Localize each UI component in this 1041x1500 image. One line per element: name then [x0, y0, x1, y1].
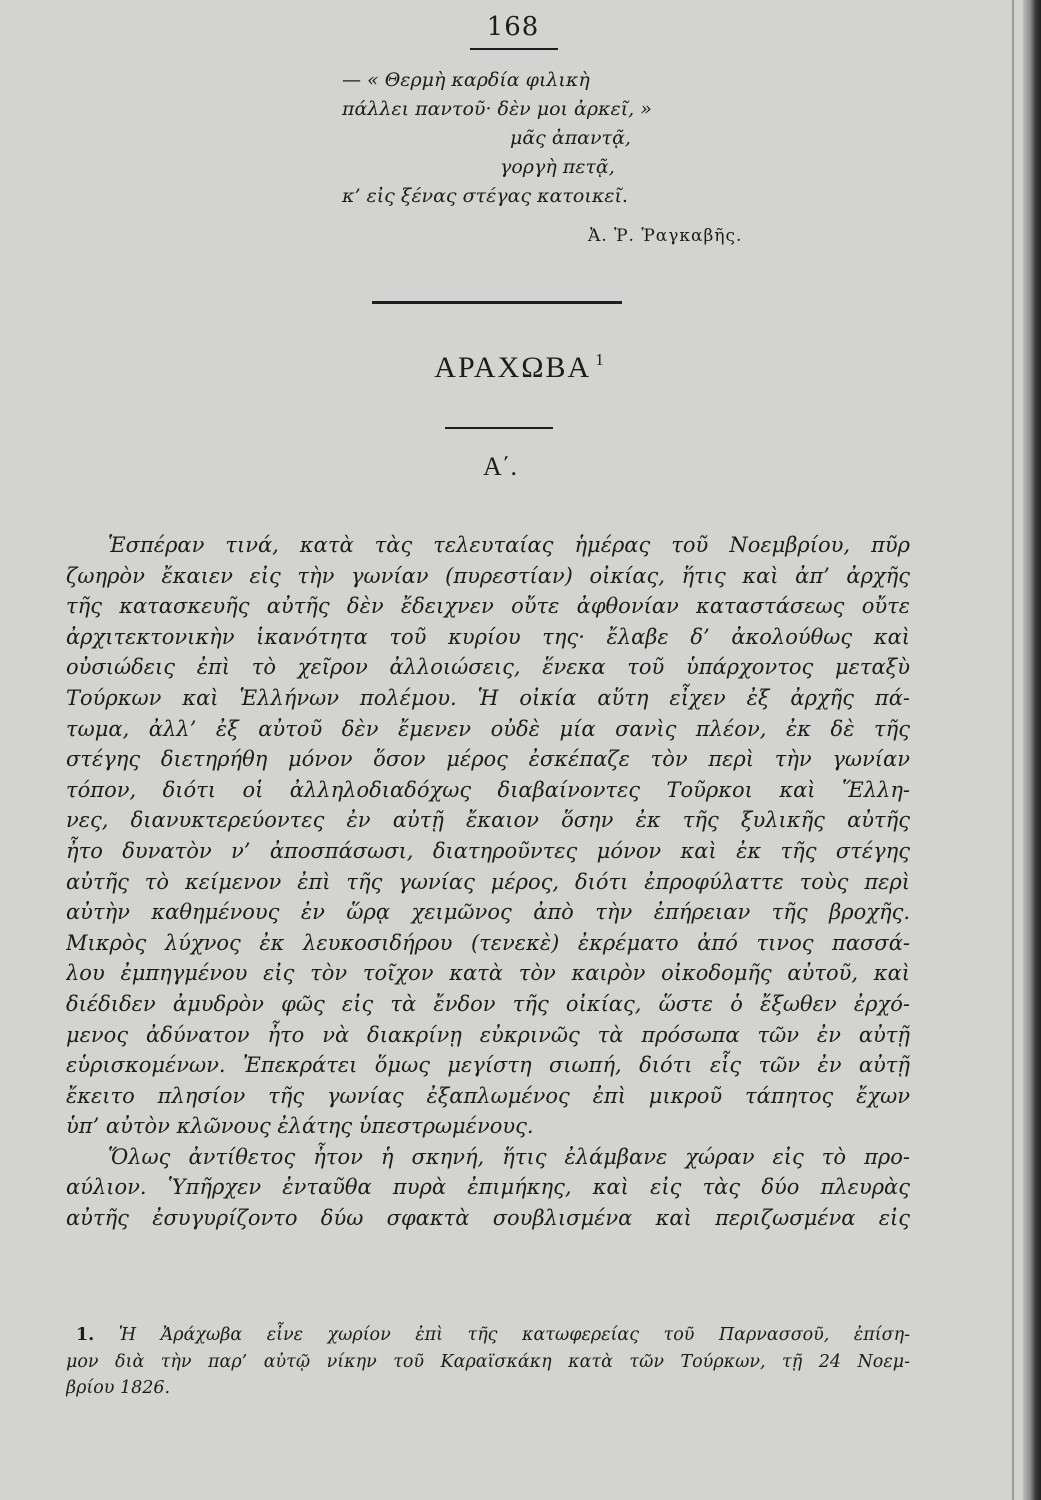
text-line: τόπον, διότι οἱ ἀλληλοδιαδόχως διαβαίνοντες Τοῦρκοι καὶ Ἕλλη-	[66, 777, 910, 802]
footnote-text: Ἡ Ἀράχωβα εἶνε χωρίον ἐπὶ τῆς κατωφερείας τοῦ Παρνασσοῦ, ἐπίση-	[118, 1325, 910, 1345]
section-divider-rule	[372, 301, 622, 304]
text-line: Ἑσπέραν τινά, κατὰ τὰς τελευταίας ἡμέρας τοῦ Νοεμβρίου, πῦρ	[108, 533, 910, 557]
text-line: ἔκειτο πλησίον τῆς γωνίας ἐξαπλωμένος ἐπὶ μικροῦ τάπητος ἔχων	[66, 1083, 910, 1108]
text-line: οὐσιώδεις ἐπὶ τὸ χεῖρον ἀλλοιώσεις, ἕνεκα τοῦ ὑπάρχοντος μεταξὺ	[66, 655, 910, 680]
text-line: λου ἐμπηγμένου εἰς τὸν τοῖχον κατὰ τὸν καιρὸν οἰκοδομῆς αὐτοῦ, καὶ	[66, 961, 910, 986]
text-line: ἀρχιτεκτονικὴν ἱκανότητα τοῦ κυρίου της· ἔλαβε δ’ ἀκολούθως καὶ	[66, 624, 910, 649]
chapter-title-text: ΑΡΑΧΩΒΑ	[434, 351, 592, 384]
chapter-title	[380, 350, 660, 385]
page-edge-line	[1012, 0, 1014, 1500]
poem-line: μᾶς ἀπαντᾷ,	[510, 127, 631, 149]
text-line: νες, διανυκτερεύοντες ἐν αὐτῇ ἔκαιον ὅσην ἐκ τῆς ξυλικῆς αὐτῆς	[66, 808, 910, 833]
text-line: αύλιον. Ὑπῆρχεν ἐνταῦθα πυρὰ ἐπιμήκης, καὶ εἰς τὰς δύο πλευρὰς	[66, 1175, 910, 1200]
text-line: εὑρισκομένων. Ἐπεκράτει ὅμως μεγίστη σιωπή, διότι εἷς τῶν ἐν αὐτῇ	[66, 1053, 910, 1078]
text-line: στέγης διετηρήθη μόνον ὅσον μέρος ἐσκέπαζε τὸν περὶ τὴν γωνίαν	[66, 747, 910, 772]
text-line: αὐτὴν καθημένους ἐν ὥρᾳ χειμῶνος ἀπὸ τὴν ἐπήρειαν τῆς βροχῆς.	[66, 900, 910, 925]
footnote-line	[66, 1322, 910, 1349]
text-line: ἦτο δυνατὸν ν’ ἀποσπάσωσι, διατηροῦντες μόνον καὶ ἐκ τῆς στέγης	[66, 838, 910, 863]
footnote-marker: 1.	[76, 1325, 95, 1345]
page-number: 168	[486, 12, 540, 42]
poem-line: — « Θερμὴ καρδία φιλικὴ	[342, 69, 590, 91]
chapter-title-rule	[445, 427, 553, 429]
footnote-line: βρίου 1826.	[66, 1378, 171, 1398]
epigraph-poem	[300, 66, 720, 211]
body-text	[66, 530, 910, 1234]
text-line: αὐτῆς ἐσυγυρίζοντο δύω σφακτὰ σουβλισμένα καὶ περιζωσμένα εἰς	[66, 1206, 910, 1231]
text-line: ζωηρὸν ἔκαιεν εἰς τὴν γωνίαν (πυρεστίαν) οἰκίας, ἥτις καὶ ἀπ’ ἀρχῆς	[66, 563, 910, 588]
footnote-reference: 1	[595, 350, 606, 369]
footnote	[66, 1322, 910, 1402]
text-line: Ὅλως ἀντίθετος ἦτον ἡ σκηνή, ἥτις ἐλάμβανε χώραν εἰς τὸ προ-	[108, 1144, 910, 1169]
page-number-rule	[470, 48, 558, 50]
poem-line: πάλλει παντοῦ· δὲν μοι ἀρκεῖ, »	[342, 98, 652, 120]
text-line: Τούρκων καὶ Ἑλλήνων πολέμου. Ἡ οἰκία αὕτη εἶχεν ἐξ ἀρχῆς πά-	[66, 685, 910, 710]
poem-line: γοργὴ πετᾷ,	[500, 156, 615, 178]
text-line: αὐτῆς τὸ κείμενον ἐπὶ τῆς γωνίας μέρος, διότι ἐπροφύλαττε τοὺς περὶ	[66, 869, 910, 894]
text-line: διέδιδεν ἀμυδρὸν φῶς εἰς τὰ ἔνδον τῆς οἰκίας, ὥστε ὁ ἔξωθεν ἐρχό-	[66, 991, 910, 1016]
text-line: τῆς κατασκευῆς αὐτῆς δὲν ἔδειχνεν οὔτε ἀφθονίαν καταστάσεως οὔτε	[66, 594, 910, 619]
footnote-line: μον διὰ τὴν παρ’ αὐτῷ νίκην τοῦ Καραϊσκάκη κατὰ τῶν Τούρκων, τῇ 24 Νοεμ-	[66, 1351, 910, 1372]
text-line: μενος ἀδύνατον ἦτο νὰ διακρίνῃ εὐκρινῶς τὰ πρόσωπα τῶν ἐν αὐτῇ	[66, 1022, 910, 1047]
book-spine-shadow	[1023, 0, 1041, 1500]
text-line: Μικρὸς λύχνος ἐκ λευκοσιδήρου (τενεκὲ) ἐκρέματο ἀπό τινος πασσά-	[66, 930, 910, 955]
poem-author: Ἀ. Ῥ. Ῥαγκαβῆς.	[588, 226, 743, 246]
text-line: ὑπ’ αὐτὸν κλῶνους ἐλάτης ὑπεστρωμένους.	[66, 1114, 534, 1139]
poem-line: κ’ εἰς ξένας στέγας κατοικεῖ.	[342, 185, 628, 207]
text-line: τωμα, ἀλλ’ ἐξ αὐτοῦ δὲν ἔμενεν οὐδὲ μία σανὶς πλέον, ἐκ δὲ τῆς	[66, 716, 910, 741]
section-number: Α΄.	[483, 452, 517, 481]
